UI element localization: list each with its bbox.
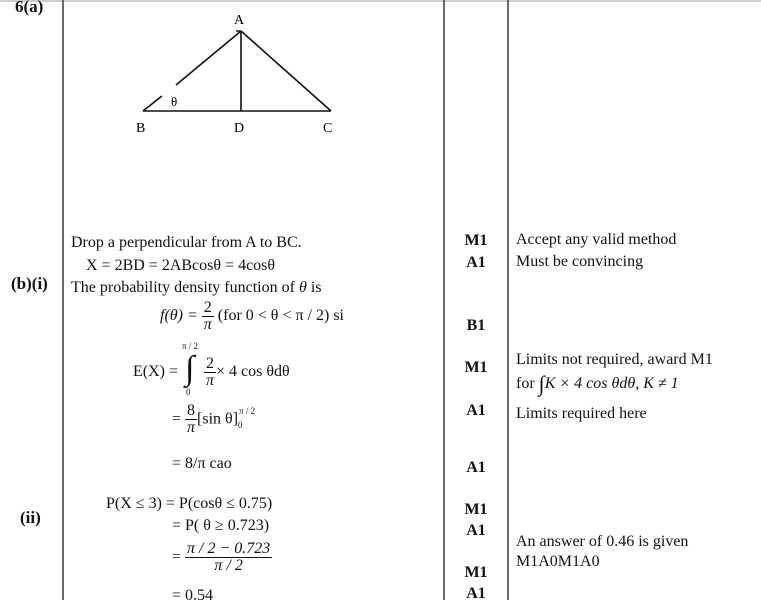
solution-line-perpendicular: Drop a perpendicular from A to BC.: [71, 234, 302, 251]
ex-lhs: E(X) =: [133, 363, 179, 380]
integral-sign: [182, 341, 200, 398]
angle-theta-label: θ: [171, 94, 178, 109]
c4-prefix: for: [516, 375, 539, 392]
comment-alt-marks: M1A0M1A0: [516, 553, 600, 570]
pdf-condition: (for 0 < θ < π / 2) si: [213, 307, 344, 325]
part-ii-label: (ii): [20, 508, 41, 527]
pdf-denominator: π: [203, 316, 212, 333]
step2-lower: 0: [238, 419, 243, 430]
pdf-lhs: f(θ) =: [160, 307, 202, 325]
pdf-intro-var: θ: [298, 279, 307, 296]
prob-denominator: π / 2: [214, 557, 243, 574]
mark-a1-answer: A1: [466, 585, 486, 602]
triangle-diagram: [0, 0, 444, 150]
probability-line1: P(X ≤ 3) = P(cosθ ≤ 0.75): [106, 495, 273, 512]
step2-equals: =: [172, 410, 186, 428]
mark-a1-convincing: A1: [466, 254, 486, 271]
ex-upper-limit: π / 2: [182, 341, 199, 351]
part-a-label: 6(a): [15, 0, 44, 16]
vertex-c-label: C: [323, 121, 333, 136]
probability-line2: = P( θ ≥ 0.723): [172, 517, 270, 534]
pdf-fraction: [202, 300, 214, 333]
mark-m1-integral: M1: [464, 359, 488, 376]
ex-fraction: [204, 356, 216, 389]
side-ab-lower: [143, 96, 162, 111]
expectation-step2: [172, 403, 268, 436]
prob-equals: =: [172, 548, 186, 566]
prob-numerator: π / 2 − 0.723: [187, 540, 271, 557]
mark-a1-theta: A1: [466, 522, 486, 539]
step2-numerator: 8: [185, 403, 197, 420]
solution-line-pdf-intro: [71, 280, 321, 296]
step2-bracket: [sin θ]: [197, 410, 239, 428]
column-divider-marks: [507, 0, 509, 600]
mark-a1-limits: A1: [466, 402, 486, 419]
c4-expression: K × 4 cos θdθ, K ≠ 1: [544, 375, 679, 392]
step2-limits: [238, 405, 268, 431]
step2-upper: π / 2: [239, 405, 256, 416]
comment-convincing: Must be convincing: [516, 253, 644, 270]
probability-result: = 0.54: [172, 587, 214, 604]
part-bi-label: (b)(i): [11, 274, 48, 293]
vertex-b-label: B: [136, 121, 146, 136]
ex-numerator: 2: [204, 356, 216, 373]
mark-m1-fraction: M1: [464, 564, 488, 581]
mark-m1-method: M1: [464, 232, 488, 249]
mark-m1-prob: M1: [464, 501, 488, 518]
expectation-formula: [133, 341, 290, 398]
integral-symbol-small: ∫: [538, 371, 545, 396]
probability-line3: [172, 541, 272, 574]
comment-limits-required: Limits required here: [516, 405, 647, 422]
ex-denominator: π: [206, 371, 215, 389]
mark-b1-pdf: B1: [466, 317, 486, 334]
solution-line-x-expression: X = 2BD = 2ABcosθ = 4cosθ: [86, 257, 276, 274]
expectation-result: = 8/π cao: [172, 455, 232, 472]
vertex-d-label: D: [234, 121, 245, 136]
side-ab-upper: [176, 31, 241, 85]
comment-integral-condition: [516, 373, 679, 395]
pdf-numerator: 2: [202, 300, 214, 317]
step2-fraction: [185, 403, 197, 436]
comment-limits-not-required: Limits not required, award M1: [516, 351, 713, 368]
prob-fraction: [185, 541, 272, 574]
comment-valid-method: Accept any valid method: [516, 231, 677, 248]
integral-symbol: ∫: [185, 350, 195, 387]
pdf-intro-end: is: [306, 279, 322, 296]
pdf-formula: [160, 300, 344, 333]
step2-denominator: π: [187, 419, 196, 436]
ex-lower-limit: 0: [186, 387, 191, 397]
vertex-a-label: A: [234, 13, 245, 28]
side-ac: [241, 31, 331, 111]
mark-a1-cao: A1: [466, 459, 486, 476]
pdf-intro-text: The probability density function of: [71, 279, 299, 296]
comment-alt-answer: An answer of 0.46 is given: [516, 533, 689, 550]
ex-integrand: × 4 cos θdθ: [216, 363, 290, 380]
